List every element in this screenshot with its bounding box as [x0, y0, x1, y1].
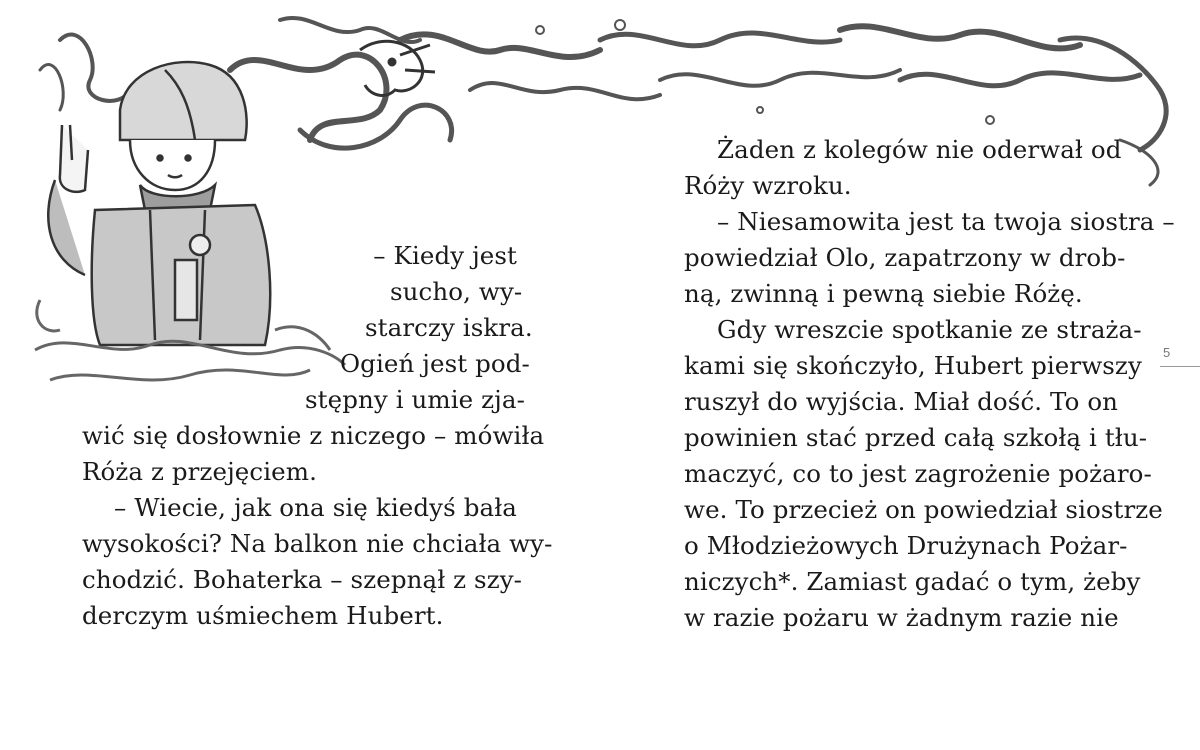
text-line: chodzić. Bohaterka – szepnął z szy-	[82, 565, 523, 594]
page-number-rule	[1160, 366, 1200, 367]
text-line: ruszył do wyjścia. Miał dość. To on	[684, 387, 1119, 416]
text-line: ną, zwinną i pewną siebie Różę.	[684, 279, 1083, 308]
text-line: powiedział Olo, zapatrzony w drob-	[684, 243, 1126, 272]
text-line: stępny i umie zja-	[305, 385, 525, 414]
page-number: 5	[1163, 345, 1171, 360]
text-line: we. To przecież on powiedział siostrze	[684, 495, 1163, 524]
text-line: wić się dosłownie z niczego – mówiła	[82, 421, 545, 450]
text-line: maczyć, co to jest zagrożenie pożaro-	[684, 459, 1152, 488]
text-line: – Niesamowita jest ta twoja siostra –	[717, 207, 1175, 236]
text-line: powinien stać przed całą szkołą i tłu-	[684, 423, 1148, 452]
firefighter-child	[48, 62, 270, 345]
dragon-head	[360, 41, 435, 95]
text-line: kami się skończyło, Hubert pierwszy	[684, 351, 1142, 380]
text-line: Żaden z kolegów nie oderwał od	[717, 135, 1122, 164]
text-line: starczy iskra.	[365, 313, 533, 342]
text-line: Ogień jest pod-	[340, 349, 530, 378]
text-line: Róży wzroku.	[684, 171, 852, 200]
text-line: niczych*. Zamiast gadać o tym, żeby	[684, 567, 1141, 596]
text-line: Róża z przejęciem.	[82, 457, 317, 486]
text-line: o Młodzieżowych Drużynach Pożar-	[684, 531, 1128, 560]
text-line: – Wiecie, jak ona się kiedyś bała	[114, 493, 517, 522]
text-line: wysokości? Na balkon nie chciała wy-	[82, 529, 553, 558]
text-line: sucho, wy-	[390, 277, 523, 306]
text-line: derczym uśmiechem Hubert.	[82, 601, 444, 630]
text-line: – Kiedy jest	[373, 241, 517, 270]
text-line: w razie pożaru w żadnym razie nie	[684, 603, 1119, 632]
text-line: Gdy wreszcie spotkanie ze straża-	[717, 315, 1142, 344]
